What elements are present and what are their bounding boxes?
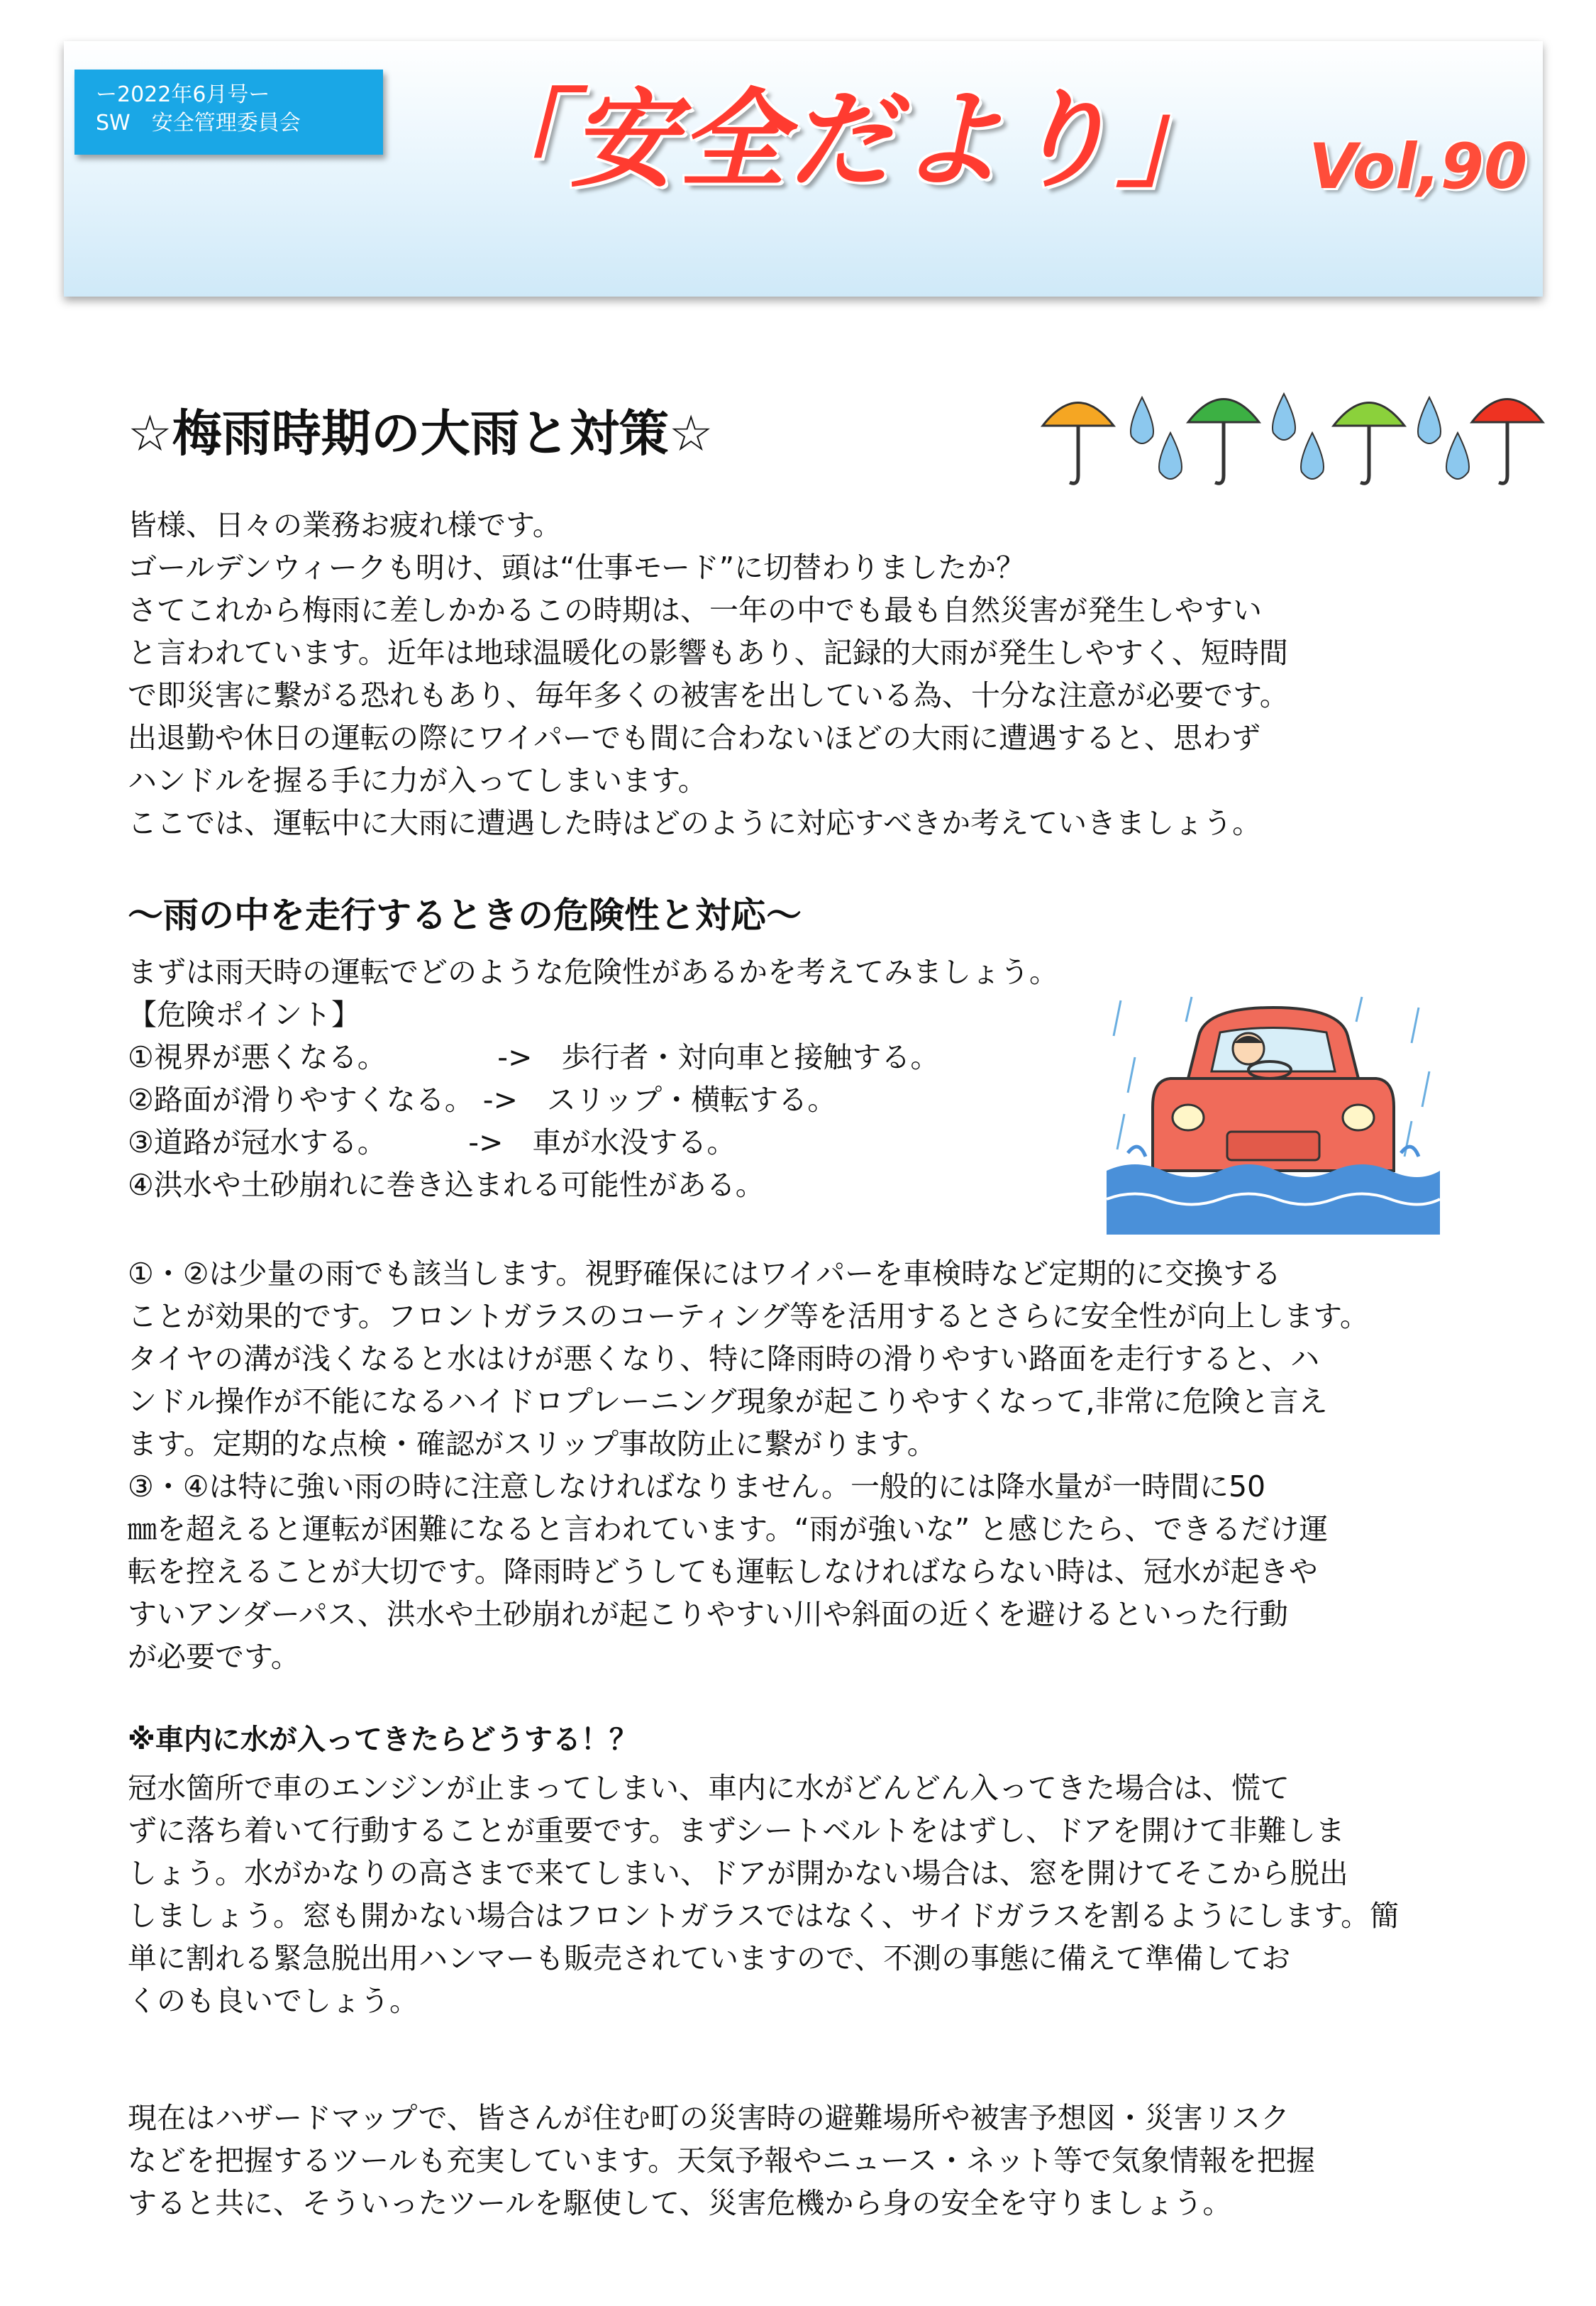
issue-date: ー2022年6月号ー <box>96 82 270 107</box>
raindrop-icon <box>1418 397 1441 443</box>
raindrop-icon <box>1446 433 1469 479</box>
closing-paragraph <box>128 2097 1532 2224</box>
committee-name: SW 安全管理委員会 <box>96 111 301 136</box>
text-line: などを把握するツールも充実しています。天気予報やニュース・ネット等で気象情報を把握 <box>128 2144 1316 2178</box>
text-line: 冠水箇所で車のエンジンが止まってしまい、車内に水がどんどん入ってきた場合は、慌て <box>128 1771 1290 1805</box>
raindrop-icon <box>1159 433 1182 479</box>
text-line: ③・④は特に強い雨の時に注意しなければなりません。一般的には降水量が一時間に50 <box>128 1469 1266 1504</box>
text-line: さてこれから梅雨に差しかかるこの時期は、一年の中でも最も自然災害が発生しやすい <box>128 593 1262 627</box>
text-line: で即災害に繋がる恐れもあり、毎年多くの被害を出している為、十分な注意が必要です。 <box>128 678 1289 712</box>
danger-point: ②路面が滑りやすくなる。 -> スリップ・横転する。 <box>128 1083 837 1117</box>
text-line: 【危険ポイント】 <box>128 998 360 1032</box>
danger-point: ③道路が冠水する。 -> 車が水没する。 <box>128 1125 736 1159</box>
water-heading: ※車内に水が入ってきたらどうする！？ <box>128 1723 638 1756</box>
text-line: が必要です。 <box>128 1640 300 1674</box>
text-line: ①・②は少量の雨でも該当します。視野確保にはワイパーを車検時など定期的に交換する <box>128 1257 1282 1291</box>
section-heading: ～雨の中を走行するときの危険性と対応～ <box>128 895 802 936</box>
newsletter-header <box>64 41 1543 297</box>
umbrella-icon <box>1188 399 1259 484</box>
issue-box <box>74 70 383 155</box>
text-line: と言われています。近年は地球温暖化の影響もあり、記録的大雨が発生しやすく、短時間 <box>128 636 1288 670</box>
text-line: くのも良いでしょう。 <box>128 1984 419 2018</box>
text-line: ここでは、運転中に大雨に遭遇した時はどのように対応すべきか考えていきましょう。 <box>128 806 1262 840</box>
text-line: ずに落ち着いて行動することが重要です。まずシートベルトをはずし、ドアを開けて非難しま <box>128 1814 1345 1848</box>
text-line: ます。定期的な点検・確認がスリップ事故防止に繋がります。 <box>128 1427 936 1461</box>
danger-point: ④洪水や土砂崩れに巻き込まれる可能性がある。 <box>128 1168 765 1202</box>
umbrella-raindrop-illustration <box>1036 383 1546 511</box>
water-paragraph <box>128 1767 1532 2022</box>
newsletter-title: 「安全だより」 <box>461 79 1226 202</box>
volume-number: Vol,90 <box>1309 130 1528 203</box>
main-heading: ☆梅雨時期の大雨と対策☆ <box>128 404 714 463</box>
car-in-rain-illustration <box>1107 993 1440 1235</box>
text-line: まずは雨天時の運転でどのような危険性があるかを考えてみましょう。 <box>128 955 1058 989</box>
text-line: 現在はハザードマップで、皆さんが住む町の災害時の避難場所や被害予想図・災害リスク <box>128 2101 1290 2135</box>
text-line: ハンドルを握る手に力が入ってしまいます。 <box>128 763 707 798</box>
raindrop-icon <box>1273 394 1295 440</box>
text-line: ゴールデンウィークも明け、頭は“仕事モード”に切替わりましたか？ <box>128 551 1026 585</box>
text-line: タイヤの溝が浅くなると水はけが悪くなり、特に降雨時の滑りやすい路面を走行すると、ハ <box>128 1342 1320 1376</box>
text-line: しましょう。窓も開かない場合はフロントガラスではなく、サイドガラスを割るようにします。簡 <box>128 1899 1400 1933</box>
text-line: 出退勤や休日の運転の際にワイパーでも間に合わないほどの大雨に遭遇すると、思わず <box>128 721 1260 755</box>
umbrella-icon <box>1472 399 1543 484</box>
text-line: ㎜を超えると運転が困難になると言われています。“雨が強いな” と感じたら、できるだけ運 <box>128 1512 1329 1546</box>
intro-paragraph <box>128 504 1532 844</box>
text-line: 皆様、日々の業務お疲れ様です。 <box>128 508 562 542</box>
text-line: しょう。水がかなりの高さまで来てしまい、ドアが開かない場合は、窓を開けてそこから脱出 <box>128 1856 1348 1890</box>
text-line: ンドル操作が不能になるハイドロプレーニング現象が起こりやすくなって,非常に危険と言え <box>128 1384 1328 1418</box>
explanation-paragraph <box>128 1252 1532 1678</box>
umbrella-icon <box>1043 403 1114 484</box>
text-line: すいアンダーパス、洪水や土砂崩れが起こりやすい川や斜面の近くを避けるといった行動 <box>128 1597 1288 1631</box>
danger-point: ①視界が悪くなる。 -> 歩行者・対向車と接触する。 <box>128 1040 940 1074</box>
text-line: 転を控えることが大切です。降雨時どうしても運転しなければならない時は、冠水が起きや <box>128 1555 1318 1589</box>
text-line: 単に割れる緊急脱出用ハンマーも販売されていますので、不測の事態に備えて準備してお <box>128 1941 1291 1975</box>
raindrop-icon <box>1301 433 1324 479</box>
text-line: すると共に、そういったツールを駆使して、災害危機から身の安全を守りましょう。 <box>128 2186 1232 2220</box>
text-line: ことが効果的です。フロントガラスのコーティング等を活用するとさらに安全性が向上します。 <box>128 1299 1369 1333</box>
umbrella-icon <box>1334 403 1404 484</box>
raindrop-icon <box>1131 397 1153 443</box>
